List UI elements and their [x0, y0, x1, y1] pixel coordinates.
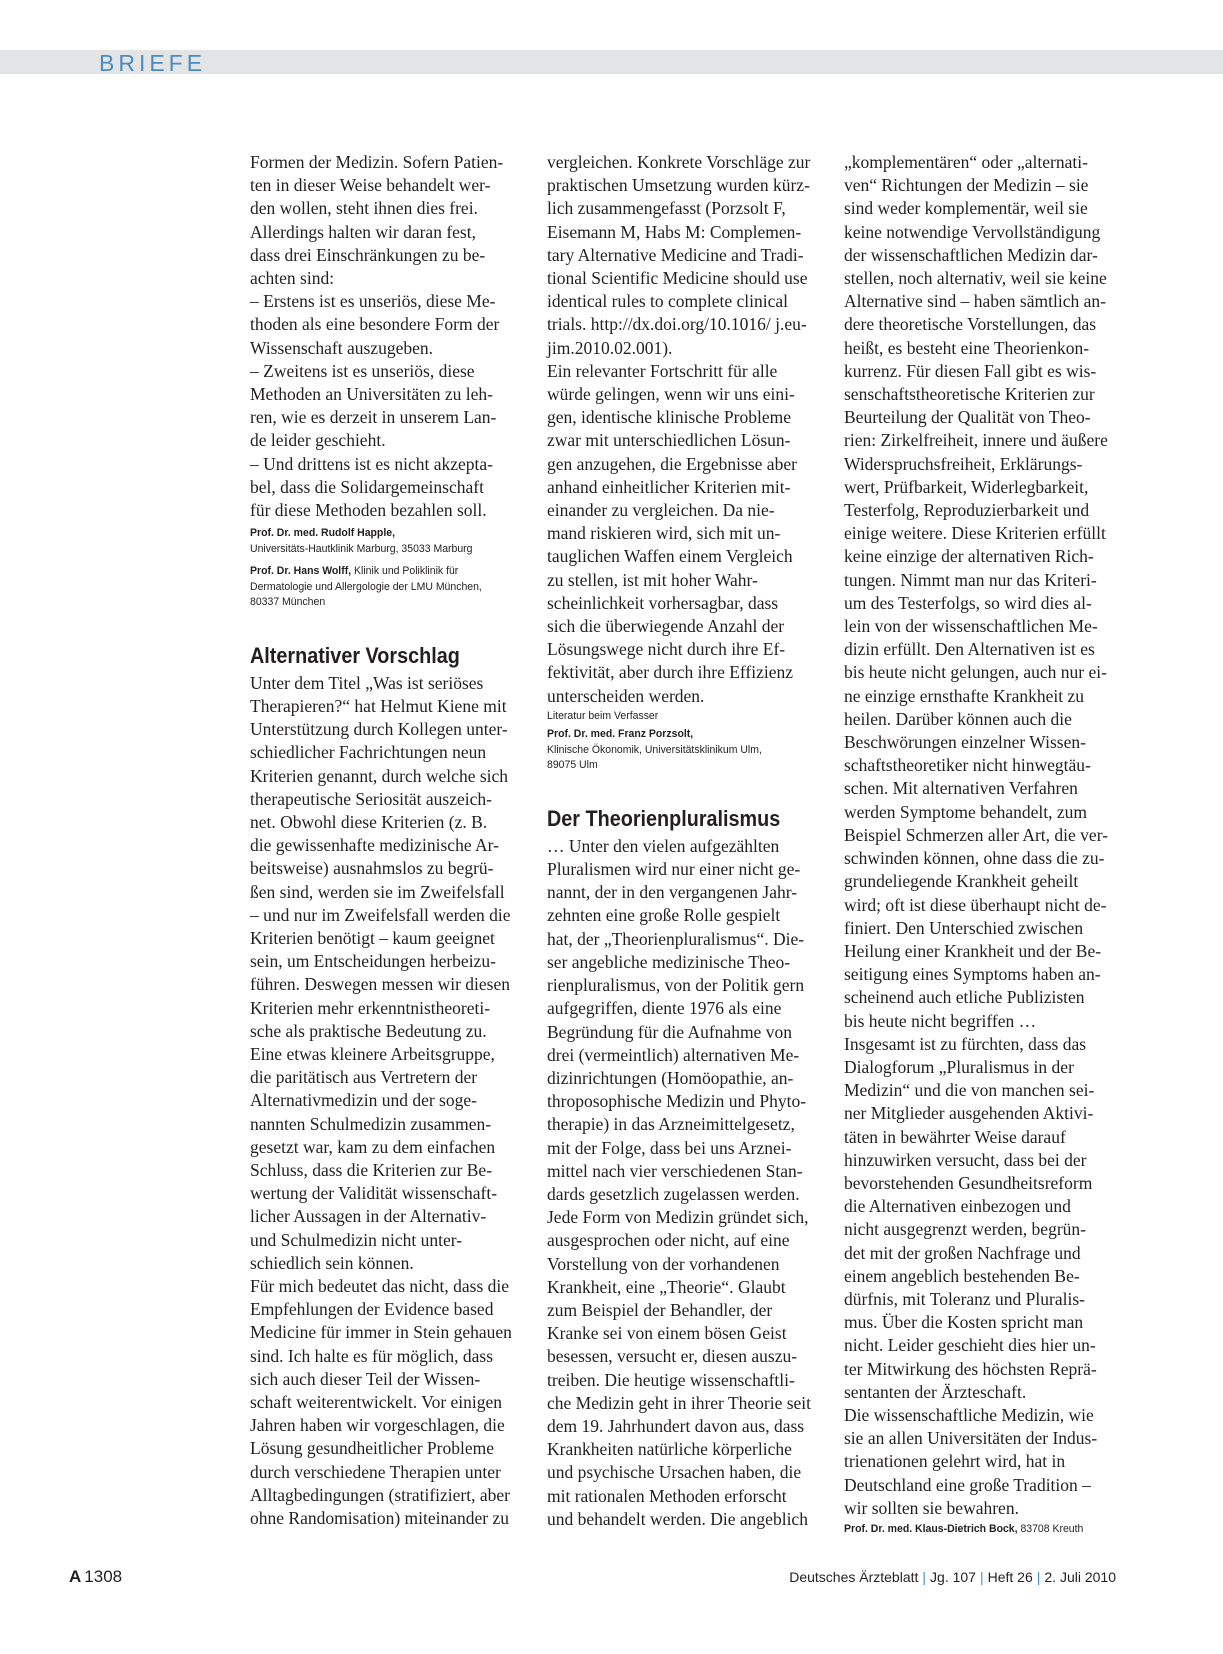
- text-line: bel, dass die Solidargemeinschaft: [250, 476, 484, 497]
- text-line: trials. http://dx.doi.org/10.1016/ j.eu-: [547, 314, 807, 335]
- text-line: fektivität, aber durch ihre Effizienz: [547, 662, 794, 683]
- text-line: keine einzige der alternativen Rich-: [844, 546, 1094, 567]
- text-line: keine notwendige Vervollständigung: [844, 221, 1101, 242]
- text-line: Pluralismen wird nur einer nicht ge-: [547, 859, 801, 880]
- text-line: jim.2010.02.001).: [547, 337, 673, 358]
- text-line: ohne Randomisation) miteinander zu: [250, 1508, 510, 1529]
- signature-name: Prof. Dr. med. Klaus-Dietrich Bock,: [844, 1522, 1018, 1535]
- text-line: heilen. Darüber können auch die: [844, 708, 1072, 729]
- column-3: [844, 151, 1119, 1537]
- text-line: dem 19. Jahrhundert davon aus, dass: [547, 1415, 805, 1436]
- signature-bock: [844, 1522, 1120, 1538]
- text-line: – Zweitens ist es unseriös, diese: [250, 360, 475, 381]
- text-line: anhand einheitlicher Kriterien mit-: [547, 476, 791, 497]
- text-line: mus. Über die Kosten spricht man: [844, 1312, 1084, 1333]
- text-line: die paritätisch aus Vertretern der: [250, 1067, 478, 1088]
- signature-name: Prof. Dr. med. Franz Porzsolt,: [547, 728, 694, 741]
- signature-name: Prof. Dr. Hans Wolff,: [250, 565, 352, 578]
- text-line: hat, der „Theorienpluralismus“. Die-: [547, 928, 805, 949]
- text-line: praktischen Umsetzung wurden kürz-: [547, 175, 810, 196]
- literature-note: Literatur beim Verfasser: [547, 709, 659, 722]
- text-line: Beispiel Schmerzen aller Art, die ver-: [844, 824, 1108, 845]
- text-line: nannt, der in den vergangenen Jahr-: [547, 882, 798, 903]
- signature-happle: [250, 526, 526, 557]
- text-line: einander zu vergleichen. Da nie-: [547, 500, 775, 521]
- journal-issue: Heft 26: [987, 1569, 1033, 1585]
- text-line: Die wissenschaftliche Medizin, wie: [844, 1404, 1094, 1425]
- text-line: unterscheiden werden.: [547, 685, 705, 706]
- text-line: therapeutische Seriosität auszeich-: [250, 788, 492, 809]
- text-line: Jahren haben wir vorgeschlagen, die: [250, 1415, 505, 1436]
- text-line: gesetzt war, kam zu dem einfachen: [250, 1136, 496, 1157]
- text-line: Lösung gesundheitlicher Probleme: [250, 1438, 494, 1459]
- text-line: Testerfolg, Reproduzierbarkeit und: [844, 500, 1090, 521]
- text-line: rien: Zirkelfreiheit, innere und äußere: [844, 430, 1108, 451]
- text-line: Heilung einer Krankheit und der Be-: [844, 940, 1102, 961]
- text-line: führen. Deswegen messen wir diesen: [250, 974, 510, 995]
- text-line: stellen, noch alternativ, weil sie keine: [844, 268, 1107, 289]
- text-line: ausgesprochen oder nicht, auf eine: [547, 1230, 790, 1251]
- article-heading-alternativer-vorschlag: Alternativer Vorschlag: [250, 642, 460, 668]
- text-line: werden Symptome behandelt, zum: [844, 801, 1087, 822]
- text-line: – Und drittens ist es nicht akzepta-: [250, 453, 493, 474]
- text-line: sich auch dieser Teil der Wissen-: [250, 1368, 481, 1389]
- text-line: wert, Prüfbarkeit, Widerlegbarkeit,: [844, 476, 1089, 497]
- text-line: ven“ Richtungen der Medizin – sie: [844, 175, 1089, 196]
- text-line: ner Mitglieder ausgehenden Aktivi-: [844, 1103, 1094, 1124]
- text-line: Lösungswege nicht durch ihre Ef-: [547, 639, 786, 660]
- text-line: ten in dieser Weise behandelt wer-: [250, 175, 491, 196]
- signature-city: 89075 Ulm: [547, 759, 598, 772]
- text-line: Beurteilung der Qualität von Theo-: [844, 407, 1091, 428]
- text-line: die gewissenhafte medizinische Ar-: [250, 835, 499, 856]
- text-line: zwar mit unterschiedlichen Lösun-: [547, 430, 791, 451]
- page-number-value: 1308: [84, 1567, 123, 1586]
- text-line: schen. Mit alternativen Verfahren: [844, 778, 1078, 799]
- text-line: sentanten der Ärzteschaft.: [844, 1381, 1027, 1402]
- journal-volume: Jg. 107: [930, 1569, 976, 1585]
- text-line: nicht. Leider geschieht dies hier un-: [844, 1335, 1096, 1356]
- text-line: thoden als eine besondere Form der: [250, 314, 500, 335]
- text-line: Vorstellung von der vorhandenen: [547, 1253, 780, 1274]
- journal-date: 2. Juli 2010: [1044, 1569, 1116, 1585]
- text-line: sie an allen Universitäten der Indus-: [844, 1428, 1098, 1449]
- text-line: sind weder komplementär, weil sie: [844, 198, 1088, 219]
- text-line: heißt, es besteht eine Theorienkon-: [844, 337, 1090, 358]
- text-line: Widerspruchsfreiheit, Erklärungs-: [844, 453, 1083, 474]
- separator: |: [1036, 1569, 1041, 1585]
- text-line: Unter dem Titel „Was ist seriöses: [250, 672, 484, 693]
- page-number: [69, 1567, 122, 1587]
- signature-city: 80337 München: [250, 596, 326, 609]
- text-line: Alltagbedingungen (stratifiziert, aber: [250, 1484, 510, 1505]
- text-line: durch verschiedene Therapien unter: [250, 1461, 501, 1482]
- text-line: ßen sind, werden sie im Zweifelsfall: [250, 881, 505, 902]
- signature-porzsolt: [547, 727, 823, 774]
- text-line: „komplementären“ oder „alternati-: [844, 152, 1088, 172]
- text-line: trienationen gelehrt wird, hat in: [844, 1451, 1066, 1472]
- signature-wolff: [250, 564, 526, 611]
- text-line: tauglichen Waffen einem Vergleich: [547, 546, 793, 567]
- text-line: würde gelingen, wenn wir uns eini-: [547, 384, 795, 405]
- text-line: Unterstützung durch Kollegen unter-: [250, 719, 508, 740]
- text-line: Schluss, dass die Kriterien zur Be-: [250, 1160, 493, 1181]
- text-line: ser angebliche medizinische Theo-: [547, 951, 791, 972]
- text-line: rienpluralismus, von der Politik gern: [547, 975, 805, 996]
- text-line: Wissenschaft auszugeben.: [250, 337, 433, 358]
- text-line: der wissenschaftlichen Medizin dar-: [844, 244, 1098, 265]
- text-line: treiben. Die heutige wissenschaftli-: [547, 1369, 795, 1390]
- text-line: dards gesetzlich zugelassen werden.: [547, 1183, 800, 1204]
- text-line: mittel nach vier verschiedenen Stan-: [547, 1160, 803, 1181]
- text-line: ter Mitwirkung des höchsten Reprä-: [844, 1358, 1097, 1379]
- text-line: kurrenz. Für diesen Fall gibt es wis-: [844, 360, 1097, 381]
- text-line: Jede Form von Medizin gründet sich,: [547, 1207, 809, 1228]
- text-line: mit der Folge, dass bei uns Arznei-: [547, 1137, 792, 1158]
- signature-affiliation: Klinische Ökonomik, Universitätsklinikum Ulm,: [547, 743, 762, 756]
- text-line: sich die überwiegende Anzahl der: [547, 616, 785, 637]
- text-line: zum Beispiel der Behandler, der: [547, 1299, 773, 1320]
- text-line: tary Alternative Medicine and Tradi-: [547, 244, 804, 265]
- text-line: ren, wie es derzeit in unserem Lan-: [250, 407, 497, 428]
- text-line: Kranke sei von einem bösen Geist: [547, 1323, 787, 1344]
- journal-citation: [789, 1569, 1116, 1585]
- text-line: dizinrichtungen (Homöopathie, an-: [547, 1067, 794, 1088]
- text-line: einem angeblich bestehenden Be-: [844, 1265, 1080, 1286]
- separator: |: [979, 1569, 984, 1585]
- text-line: che Medizin geht in ihrer Theorie seit: [547, 1392, 812, 1413]
- letter-bock-text-cont: [844, 151, 1119, 1520]
- letter-bock-text: [547, 835, 822, 1531]
- text-line: Eisemann M, Habs M: Complemen-: [547, 221, 802, 242]
- text-line: Krankheiten natürliche körperliche: [547, 1439, 792, 1460]
- text-line: und behandelt werden. Die angeblich: [547, 1508, 808, 1529]
- text-line: wird; oft ist diese überhaupt nicht de-: [844, 894, 1107, 915]
- text-line: Kriterien genannt, durch welche sich: [250, 765, 509, 786]
- text-line: und Schulmedizin nicht unter-: [250, 1229, 463, 1250]
- text-line: Beschwörungen einzelner Wissen-: [844, 732, 1086, 753]
- text-line: Für mich bedeutet das nicht, dass die: [250, 1276, 510, 1297]
- separator: |: [922, 1569, 927, 1585]
- text-line: scheinend auch etliche Publizisten: [844, 987, 1085, 1008]
- signature-name: Prof. Dr. med. Rudolf Happle,: [250, 527, 395, 540]
- text-line: Medizin“ und die von manchen sei-: [844, 1080, 1095, 1101]
- text-line: zehnten eine große Rolle gespielt: [547, 905, 781, 926]
- text-line: sche als praktische Bedeutung zu.: [250, 1020, 487, 1041]
- text-line: Allerdings halten wir daran fest,: [250, 221, 476, 242]
- text-line: Kriterien mehr erkenntnistheoreti-: [250, 997, 491, 1018]
- text-line: beitsweise) ausnahmslos zu begrü-: [250, 858, 494, 879]
- text-line: Alternative sind – haben sämtlich an-: [844, 291, 1106, 312]
- text-line: schwinden können, ohne dass die zu-: [844, 848, 1105, 869]
- page-prefix: A: [69, 1567, 82, 1586]
- text-line: Kriterien benötigt – kaum geeignet: [250, 927, 495, 948]
- text-line: sind. Ich halte es für möglich, dass: [250, 1345, 494, 1366]
- text-line: die Alternativen einbezogen und: [844, 1196, 1071, 1217]
- text-line: dürfnis, mit Toleranz und Pluralis-: [844, 1288, 1085, 1309]
- text-line: mand riskieren wird, sich mit un-: [547, 523, 781, 544]
- text-line: nicht ausgegrenzt werden, begrün-: [844, 1219, 1086, 1240]
- text-line: lich zusammengefasst (Porzsolt F,: [547, 198, 786, 219]
- text-line: Medicine für immer in Stein gehauen: [250, 1322, 512, 1343]
- column-2: [547, 151, 822, 1531]
- text-line: Insgesamt ist zu fürchten, dass das: [844, 1033, 1087, 1054]
- text-line: um des Testerfolgs, so wird dies al-: [844, 592, 1092, 613]
- signature-affiliation: Klinik und Poliklinik für: [351, 565, 459, 578]
- text-line: schiedlicher Fachrichtungen neun: [250, 742, 487, 763]
- letter-porzsolt-text: [250, 672, 525, 1531]
- text-line: identical rules to complete clinical: [547, 291, 789, 312]
- section-label: BRIEFE: [99, 50, 207, 76]
- text-line: schaft weiterentwickelt. Vor einigen: [250, 1392, 503, 1413]
- text-line: senschaftstheoretische Kriterien zur: [844, 384, 1095, 405]
- signature-affiliation-line: Dermatologie und Allergologie der LMU München,: [250, 580, 482, 593]
- text-line: Therapieren?“ hat Helmut Kiene mit: [250, 695, 507, 716]
- text-line: Alternativmedizin und der soge-: [250, 1090, 477, 1111]
- text-line: aufgegriffen, diente 1976 als eine: [547, 998, 782, 1019]
- letter-happple-wolff-text: [250, 151, 525, 522]
- text-line: det mit der großen Nachfrage und: [844, 1242, 1081, 1263]
- text-line: drei (vermeintlich) alternativen Me-: [547, 1044, 800, 1065]
- text-line: wir sollten sie bewahren.: [844, 1497, 1019, 1518]
- text-line: dere theoretische Vorstellungen, das: [844, 314, 1097, 335]
- text-line: gen anzugehen, die Ergebnisse aber: [547, 453, 797, 474]
- text-line: Empfehlungen der Evidence based: [250, 1299, 494, 1320]
- text-line: Ein relevanter Fortschritt für alle: [547, 360, 778, 381]
- text-line: bevorstehenden Gesundheitsreform: [844, 1172, 1093, 1193]
- article-heading-theorienpluralismus: Der Theorienpluralismus: [547, 805, 781, 831]
- text-line: Formen der Medizin. Sofern Patien-: [250, 152, 504, 172]
- letter-porzsolt-text-cont: [547, 151, 822, 708]
- text-line: den wollen, steht ihnen dies frei.: [250, 198, 478, 219]
- text-line: schiedlich sein können.: [250, 1252, 414, 1273]
- journal-name: Deutsches Ärzteblatt: [789, 1569, 919, 1585]
- text-line: wertung der Validität wissenschaft-: [250, 1183, 498, 1204]
- text-line: net. Obwohl diese Kriterien (z. B.: [250, 811, 488, 832]
- text-line: therapie) in das Arzneimittelgesetz,: [547, 1114, 795, 1135]
- text-line: hinzuwirken versucht, dass bei der: [844, 1149, 1087, 1170]
- text-line: grundeliegende Krankheit geheilt: [844, 871, 1079, 892]
- text-line: schaftstheoretiker nicht hinwegtäu-: [844, 755, 1091, 776]
- text-line: Begründung für die Aufnahme von: [547, 1021, 792, 1042]
- text-line: Eine etwas kleinere Arbeitsgruppe,: [250, 1044, 495, 1064]
- text-line: gen, identische klinische Probleme: [547, 407, 791, 428]
- text-line: zu stellen, ist mit hoher Wahr-: [547, 569, 758, 590]
- text-line: dass drei Einschränkungen zu be-: [250, 244, 486, 265]
- column-1: [250, 151, 525, 1530]
- text-line: dizin erfüllt. Den Alternativen ist es: [844, 639, 1095, 660]
- text-line: täten in bewährter Weise darauf: [844, 1126, 1066, 1147]
- text-line: seitigung eines Symptoms haben an-: [844, 964, 1101, 985]
- text-line: Deutschland eine große Tradition –: [844, 1474, 1091, 1495]
- text-line: sein, um Entscheidungen herbeizu-: [250, 951, 496, 972]
- text-line: throposophische Medizin und Phyto-: [547, 1091, 807, 1112]
- text-line: einige weitere. Diese Kriterien erfüllt: [844, 523, 1106, 544]
- text-line: Methoden an Universitäten zu leh-: [250, 384, 493, 405]
- text-line: und psychische Ursachen haben, die: [547, 1462, 802, 1483]
- text-line: finiert. Den Unterschied zwischen: [844, 917, 1084, 938]
- text-line: vergleichen. Konkrete Vorschläge zur: [547, 152, 811, 172]
- text-line: – und nur im Zweifelsfall werden die: [250, 904, 511, 925]
- signature-city: 83708 Kreuth: [1017, 1522, 1084, 1535]
- text-line: de leider geschieht.: [250, 430, 386, 451]
- text-line: Krankheit, eine „Theorie“. Glaubt: [547, 1276, 786, 1297]
- text-line: – Erstens ist es unseriös, diese Me-: [250, 291, 496, 312]
- text-line: tungen. Nimmt man nur das Kriteri-: [844, 569, 1097, 590]
- text-line: ne einzige ernsthafte Krankheit zu: [844, 685, 1085, 706]
- text-line: … Unter den vielen aufgezählten: [547, 835, 780, 856]
- text-line: bis heute nicht begriffen …: [844, 1010, 1037, 1031]
- text-line: tional Scientific Medicine should use: [547, 268, 808, 289]
- text-line: nannten Schulmedizin zusammen-: [250, 1113, 492, 1134]
- text-line: licher Aussagen in der Alternativ-: [250, 1206, 487, 1227]
- text-line: für diese Methoden bezahlen soll.: [250, 500, 487, 521]
- text-line: mit rationalen Methoden erforscht: [547, 1485, 787, 1506]
- text-line: bis heute nicht gelungen, auch nur ei-: [844, 662, 1107, 683]
- signature-affiliation: Universitäts-Hautklinik Marburg, 35033 Marburg: [250, 542, 473, 555]
- text-line: achten sind:: [250, 268, 335, 289]
- text-line: besessen, versucht er, diesen auszu-: [547, 1346, 798, 1367]
- text-line: lein von der wissenschaftlichen Me-: [844, 616, 1098, 637]
- text-line: Dialogforum „Pluralismus in der: [844, 1056, 1074, 1077]
- text-line: scheinlichkeit vorhersagbar, dass: [547, 592, 779, 613]
